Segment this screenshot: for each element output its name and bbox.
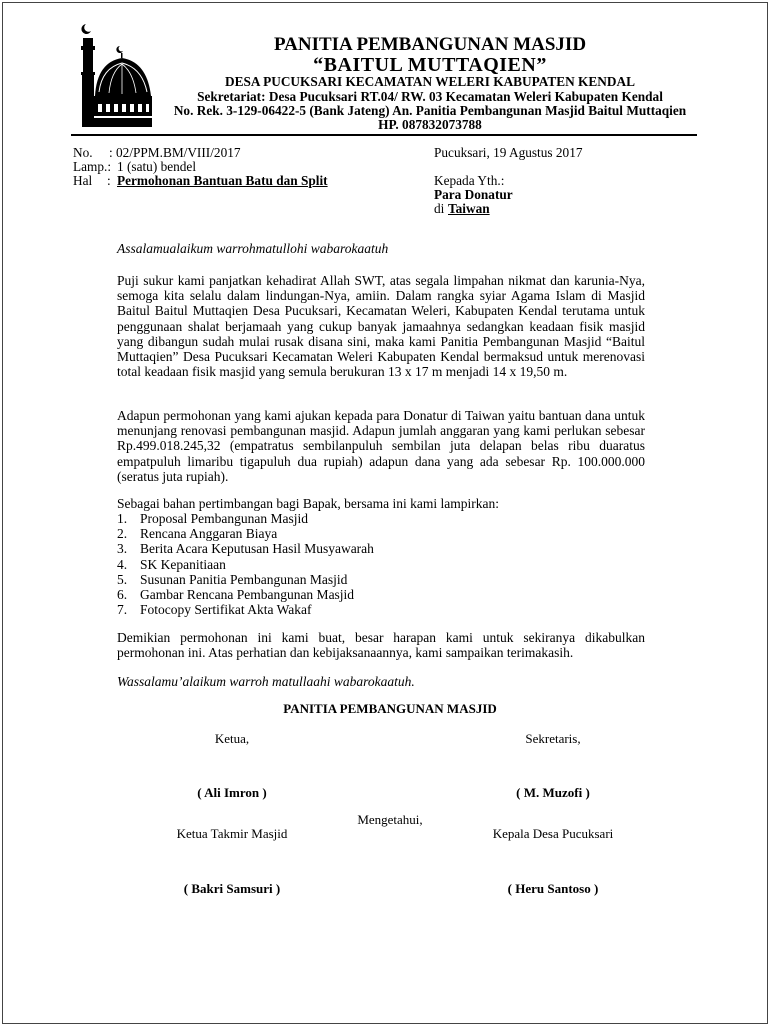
list-item: 4. SK Kepanitiaan [117,556,226,572]
recipient-label: Kepada Yth.: [434,173,505,188]
paragraph-3: Sebagai bahan pertimbangan bagi Bapak, bersama ini kami lampirkan: [117,496,500,511]
village-head-title: Kepala Desa Pucuksari [492,826,614,841]
list-item: 1. Proposal Pembangunan Masjid [117,511,308,526]
recipient-di: di [434,201,445,216]
takmir-title: Ketua Takmir Masjid [176,826,288,841]
village-line: DESA PUCUKSARI KECAMATAN WELERI KABUPATEN KENDAL [225,74,635,89]
attachment-count-label: Lamp.: [73,159,112,174]
committee-heading: PANITIA PEMBANGUNAN MASJID [273,34,587,55]
paragraph-1: Puji sukur kami panjatkan kehadirat Allah SWT, atas segala limpahan nikmat dan karunia-Nya, semoga kita selalu dalam lindungan-Nya, amiin. Dalam rangka syiar Agama Islam di Masjid Baitul Baitul Muttaqien Desa Pucuksari, Kecamatan Weleri, Kabupaten Kendal terutama untuk penggunaan shalat berjamaah yang cukup banyak jamaahnya sedangkan keadaan fisik masjid yang dibangun sudah mulai rusak disana sini, maka kami Panitia Pembangunan Masjid “Baitul Muttaqien” Desa Pucuksari Kecamatan Weleri Kabupaten Kendal bermaksud untuk merenovasi total keadaan fisik masjid yang semula berukuran 13 x 17 m menjadi 14 x 19,50 m. [117,273,645,380]
recipient-place: Taiwan [448,201,490,216]
subject-label: Hal [73,173,93,188]
greeting: Assalamualaikum warrohmatullohi wabarokaatuh [117,241,389,256]
secretary-title: Sekretaris, [525,731,581,746]
list-item: 2. Rencana Anggaran Biaya [117,526,278,542]
list-item: 3. Berita Acara Keputusan Hasil Musyawarah [117,541,374,557]
list-item: 5. Susunan Panitia Pembangunan Masjid [117,571,348,587]
secretariat-line: Sekretariat: Desa Pucuksari RT.04/ RW. 03 Kecamatan Weleri Kabupaten Kendal [197,89,663,104]
phone-line: HP. 087832073788 [378,117,482,132]
paragraph-4: Demikian permohonan ini kami buat, besar harapan kami untuk sekiranya dikabulkan permohonan ini. Atas perhatian dan kebijaksanaannya, kami sampaikan terimakasih. [117,630,645,661]
list-item: 7. Fotocopy Sertifikat Akta Wakaf [117,602,312,618]
place-date: Pucuksari, 19 Agustus 2017 [434,145,583,160]
letter-number-label: No. [73,145,93,160]
signature-committee-heading: PANITIA PEMBANGUNAN MASJID [283,701,497,716]
bank-account-line: No. Rek. 3-129-06422-5 (Bank Jateng) An. Panitia Pembangunan Masjid Baitul Muttaqien [173,103,687,118]
secretary-name: ( M. Muzofi ) [516,785,590,800]
closing-greeting: Wassalamu’alaikum warroh matullaahi wabarokaatuh. [117,674,415,689]
paragraph-2: Adapun permohonan yang kami ajukan kepada para Donatur di Taiwan yaitu bantuan dana untuk menunjang renovasi pembangunan masjid. Adapun jumlah anggaran yang kami perlukan sebesar Rp.499.018.245,32 (empatratus sembilanpuluh sembilan juta delapan belas ribu duaratus empatpuluh limaribu tigapuluh dua rupiah) adapun dana yang ada sebesar Rp. 100.000.000 (seratus juta rupiah). [117,408,645,484]
subject-value: Permohonan Bantuan Batu dan Split [117,173,328,188]
mosque-name-heading: “BAITUL MUTTAQIEN” [313,54,547,76]
attachment-count-value: 1 (satu) bendel [117,159,197,174]
chair-title: Ketua, [214,731,250,746]
header-rule [71,134,697,136]
recipient-name: Para Donatur [434,187,513,202]
acknowledged-label: Mengetahui, [357,812,423,827]
letter-number-value: : 02/PPM.BM/VIII/2017 [109,145,241,160]
village-head-name: ( Heru Santoso ) [507,881,599,896]
takmir-name: ( Bakri Samsuri ) [183,881,281,896]
attachment-list [117,511,374,617]
subject-colon: : [107,173,111,188]
list-item: 6. Gambar Rencana Pembangunan Masjid [117,587,355,603]
chair-name: ( Ali Imron ) [197,785,267,800]
